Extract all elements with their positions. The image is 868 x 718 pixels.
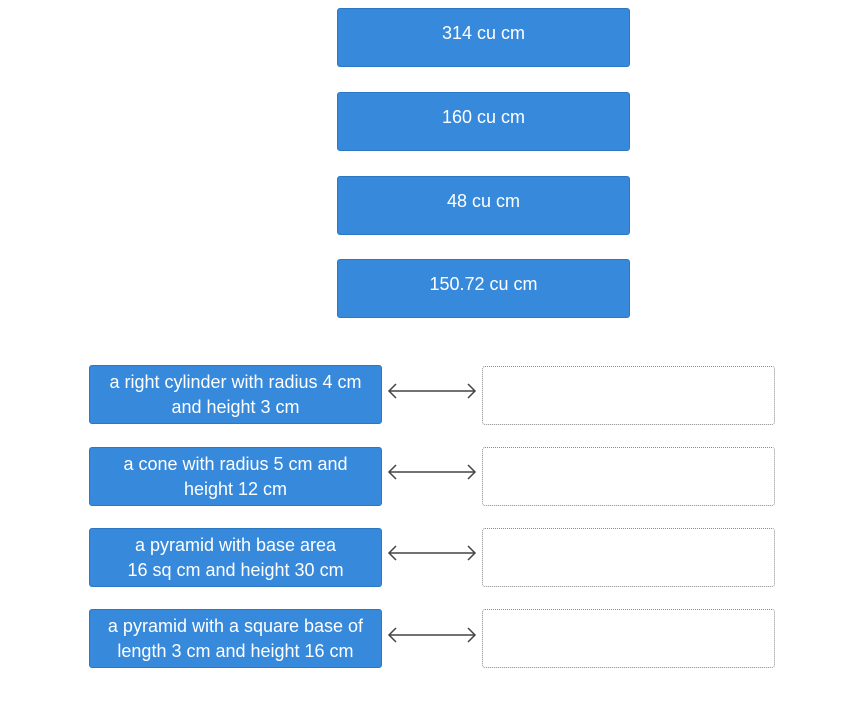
answer-choice-314[interactable] (337, 8, 630, 67)
answer-choice-label: 314 cu cm (441, 23, 526, 43)
drop-zone-pyramid-square-base[interactable] (482, 609, 775, 668)
answer-choice-label: 48 cu cm (446, 191, 521, 211)
prompt-pyramid-square-base (89, 609, 382, 668)
prompt-cone (89, 447, 382, 506)
prompt-label: a cone with radius 5 cm and height 12 cm (123, 453, 348, 499)
prompt-label: a right cylinder with radius 4 cm and height 3 cm (109, 371, 362, 417)
answer-choice-150-72[interactable] (337, 259, 630, 318)
prompt-right-cylinder (89, 365, 382, 424)
double-headed-arrow-icon (386, 544, 478, 562)
drop-zone-cone[interactable] (482, 447, 775, 506)
prompt-pyramid-base-area (89, 528, 382, 587)
answer-choice-160[interactable] (337, 92, 630, 151)
answer-choice-label: 160 cu cm (441, 107, 526, 127)
answer-choice-48[interactable] (337, 176, 630, 235)
drop-zone-pyramid-base-area[interactable] (482, 528, 775, 587)
prompt-label: a pyramid with a square base of length 3 cm and height 16 cm (107, 615, 364, 661)
drop-zone-right-cylinder[interactable] (482, 366, 775, 425)
prompt-label: a pyramid with base area 16 sq cm and height 30 cm (127, 534, 344, 580)
double-headed-arrow-icon (386, 463, 478, 481)
answer-choice-label: 150.72 cu cm (429, 274, 538, 294)
double-headed-arrow-icon (386, 626, 478, 644)
double-headed-arrow-icon (386, 382, 478, 400)
